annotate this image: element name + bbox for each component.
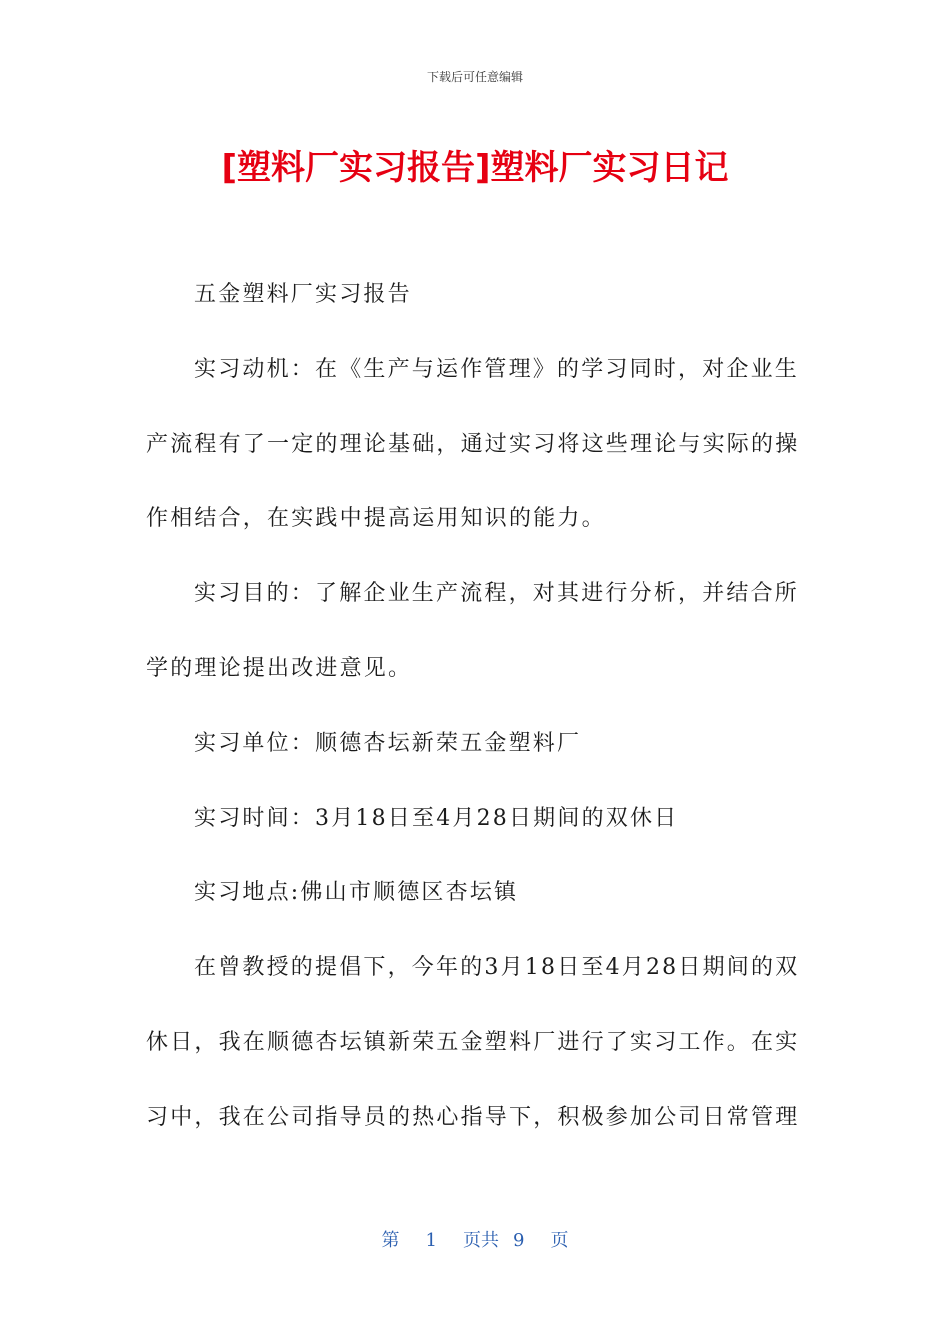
paragraph: 实习目的：了解企业生产流程，对其进行分析，并结合所学的理论提出改进意见。 <box>146 581 800 681</box>
footer-label-of: 页共 <box>463 1230 499 1251</box>
page-footer <box>0 1226 950 1252</box>
paragraph: 实习单位：顺德杏坛新荣五金塑料厂 <box>194 730 582 756</box>
paragraph: 五金塑料厂实习报告 <box>194 282 412 307</box>
footer-total-pages: 9 <box>513 1230 525 1251</box>
paragraph: 实习动机：在《生产与运作管理》的学习同时，对企业生产流程有了一定的理论基础，通过实习将这些理论与实际的操作相结合，在实践中提高运用知识的能力。 <box>146 356 800 532</box>
footer-label-end: 页 <box>550 1230 569 1251</box>
paragraph: 在曾教授的提倡下，今年的3月18日至4月28日期间的双休日，我在顺德杏坛镇新荣五金塑料厂进行了实习工作。在实习中，我在公司指导员的热心指导下，积极参加公司日常管理 <box>146 955 800 1130</box>
footer-current-page: 1 <box>425 1230 437 1251</box>
document-title: [塑料厂实习报告]塑料厂实习日记 <box>221 148 729 188</box>
paragraph: 实习地点:佛山市顺德区杏坛镇 <box>194 880 519 906</box>
header-note: 下载后可任意编辑 <box>426 70 523 84</box>
paragraph: 实习时间：3月18日至4月28日期间的双休日 <box>194 805 679 831</box>
footer-label-page: 第 <box>381 1230 400 1251</box>
document-body <box>146 258 810 1156</box>
